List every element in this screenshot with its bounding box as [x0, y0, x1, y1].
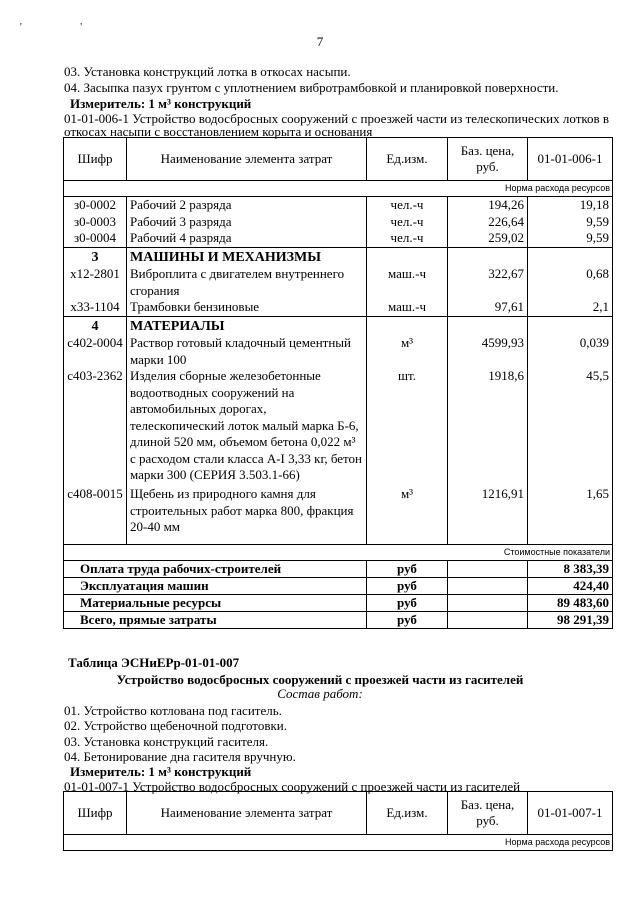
- norm-table: [63, 137, 613, 629]
- meter-label: Измеритель: 1 м³ конструкций: [70, 96, 252, 111]
- summary-row: Оплата труда рабочих-строителей руб 8 383,39: [64, 561, 613, 578]
- col-unit: Ед.изм.: [367, 792, 448, 835]
- work-item: 02. Устройство щебеночной подготовки.: [64, 718, 287, 733]
- table-row: с403-2362 Изделия сборные железобетонные водоотводных сооружений на автомобильных дорогах, телескопический лоток малый марка Б-6, длиной 520 мм, объемом бетона 0,022 м³ с расходом стали класса А-I 3,33 кг, бетон марки 300 (СЕРИЯ 3.503.1-66) шт. 1918,6 45,5: [64, 368, 613, 486]
- table2-title: Устройство водосбросных сооружений с проезжей части из гасителей: [116, 672, 524, 687]
- norm-subheader: Норма расхода ресурсов: [64, 835, 613, 851]
- norm-subheader: Норма расхода ресурсов: [64, 181, 613, 197]
- norm-table-2: [63, 791, 613, 851]
- work-item-04: 04. Засыпка пазух грунтом с уплотнением вибротрамбовкой и планировкой поверхности.: [64, 80, 559, 95]
- norm-title-line1: 01-01-006-1 Устройство водосбросных сооружений с проезжей части из телескопических лотков в: [64, 111, 610, 126]
- table2-label: Таблица ЭСНиЕРр-01-01-007: [68, 655, 240, 670]
- summary-row: Эксплуатация машин руб 424,40: [64, 578, 613, 595]
- meter-label-2: Измеритель: 1 м³ конструкций: [70, 764, 252, 779]
- section-row: 4 МАТЕРИАЛЫ: [64, 316, 613, 335]
- col-norm: 01-01-007-1: [528, 792, 613, 835]
- work-item-03: 03. Установка конструкций лотка в откосах насыпи.: [64, 64, 351, 79]
- cost-subheader: Стоимостные показатели: [64, 545, 613, 561]
- summary-row: Всего, прямые затраты руб 98 291,39: [64, 612, 613, 629]
- norm-title-line2: откосах насыпи с восстановлением корыта и основания: [64, 124, 373, 139]
- table-row: х12-2801 Виброплита с двигателем внутреннего сгорания маш.-ч 322,67 0,68: [64, 266, 613, 299]
- works-heading: Состав работ:: [277, 686, 363, 701]
- scan-marks: ' ': [20, 22, 111, 33]
- page-number: 7: [316, 34, 324, 49]
- section-row: 3 МАШИНЫ И МЕХАНИЗМЫ: [64, 247, 613, 266]
- header-row: [64, 792, 613, 835]
- header-row: [64, 138, 613, 181]
- col-code: Шифр: [64, 138, 127, 181]
- col-price: Баз. цена, руб.: [448, 138, 528, 181]
- col-norm: 01-01-006-1: [528, 138, 613, 181]
- table-row: з0-0003 Рабочий 3 разряда чел.-ч 226,64 9,59: [64, 214, 613, 231]
- table-row: з0-0004 Рабочий 4 разряда чел.-ч 259,02 9,59: [64, 230, 613, 247]
- col-price: Баз. цена, руб.: [448, 792, 528, 835]
- table-row: з0-0002 Рабочий 2 разряда чел.-ч 194,26 19,18: [64, 197, 613, 214]
- col-name: Наименование элемента затрат: [127, 138, 367, 181]
- table-row: с402-0004 Раствор готовый кладочный цементный марки 100 м³ 4599,93 0,039: [64, 335, 613, 368]
- table-row: х33-1104 Трамбовки бензиновые маш.-ч 97,61 2,1: [64, 299, 613, 316]
- table-row: с408-0015 Щебень из природного камня для строительных работ марка 800, фракция 20-40 мм м³ 1216,91 1,65: [64, 486, 613, 545]
- col-unit: Ед.изм.: [367, 138, 448, 181]
- norm-title-2: 01-01-007-1 Устройство водосбросных сооружений с проезжей части из гасителей: [64, 779, 521, 794]
- col-code: Шифр: [64, 792, 127, 835]
- work-item: 04. Бетонирование дна гасителя вручную.: [64, 749, 296, 764]
- col-name: Наименование элемента затрат: [127, 792, 367, 835]
- work-item: 03. Установка конструкций гасителя.: [64, 734, 269, 749]
- work-item: 01. Устройство котлована под гаситель.: [64, 703, 282, 718]
- summary-row: Материальные ресурсы руб 89 483,60: [64, 595, 613, 612]
